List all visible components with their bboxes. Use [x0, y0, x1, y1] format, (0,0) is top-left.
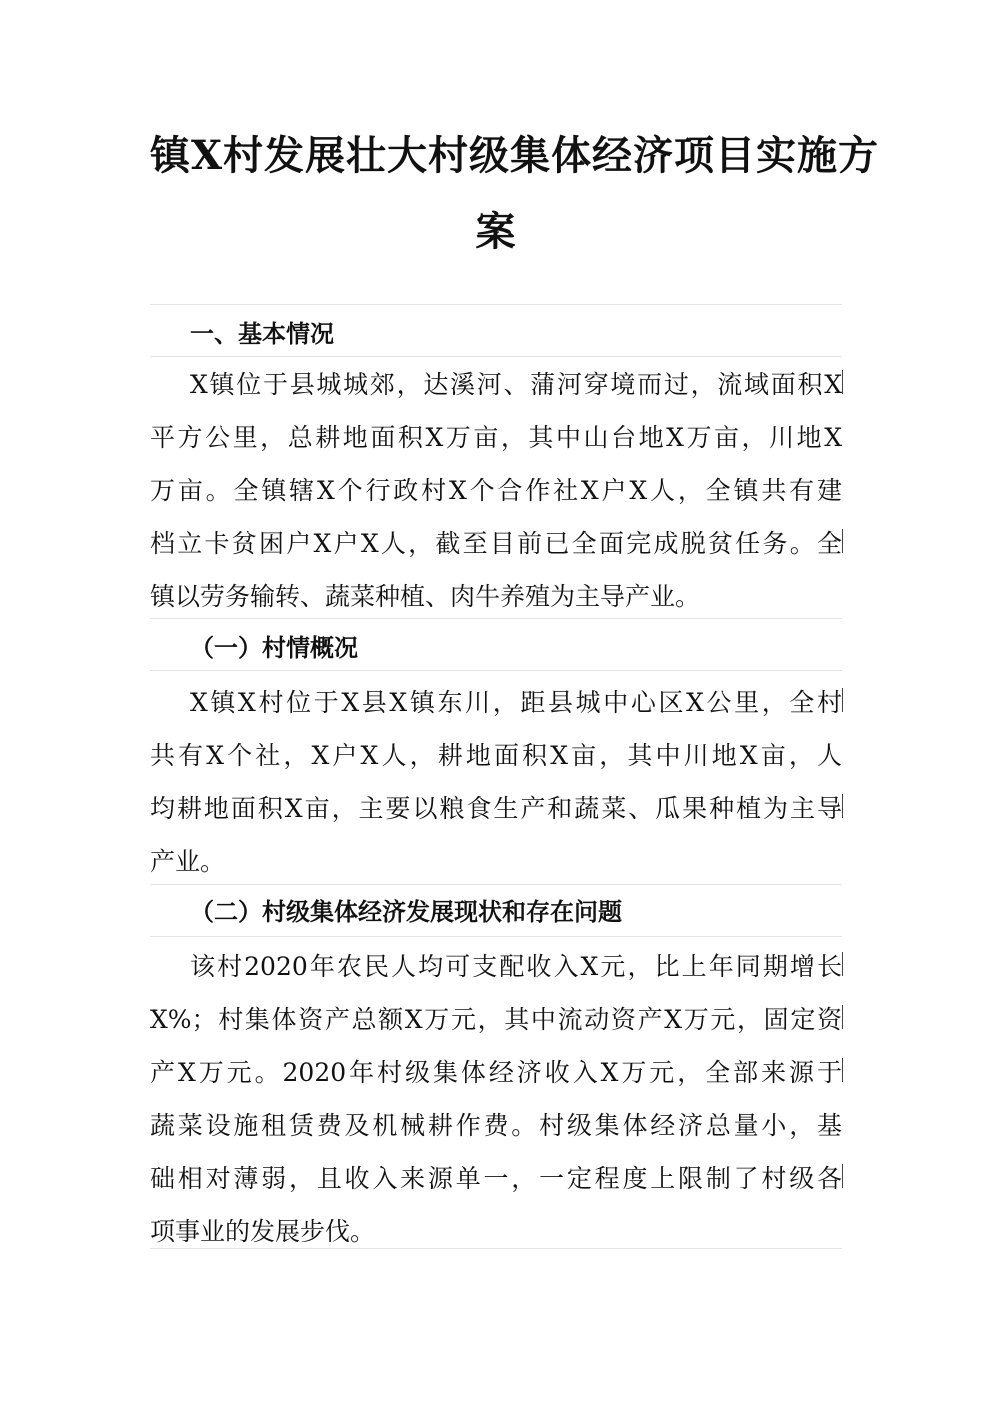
- paragraph-line: 万亩。全镇辖X个行政村X个合作社X户X人，全镇共有建: [150, 476, 842, 505]
- line-end-marker: [842, 529, 843, 553]
- paragraph-basic-info: [150, 358, 842, 623]
- divider: [150, 670, 842, 671]
- document-title-line-1: 镇X村发展壮大村级集体经济项目实施方: [150, 132, 880, 179]
- paragraph-line: X镇位于县城城郊，达溪河、蒲河穿境而过，流域面积X: [190, 370, 842, 399]
- paragraph-line: X镇X村位于X县X镇东川，距县城中心区X公里，全村: [190, 688, 842, 717]
- paragraph-line: 产业。: [150, 847, 226, 876]
- paragraph-line: 础相对薄弱，且收入来源单一，一定程度上限制了村级各: [150, 1164, 842, 1193]
- divider: [150, 936, 842, 937]
- line-end-marker: [842, 1164, 843, 1188]
- paragraph-line: 共有X个社，X户X人，耕地面积X亩，其中川地X亩，人: [150, 741, 842, 770]
- paragraph-line: 该村2020年农民人均可支配收入X元，比上年同期增长: [190, 952, 842, 981]
- divider: [150, 884, 842, 885]
- paragraph-line: 产X万元。2020年村级集体经济收入X万元，全部来源于: [150, 1058, 842, 1087]
- line-end-marker: [842, 1058, 843, 1082]
- divider: [150, 304, 842, 305]
- paragraph-line: X%；村集体资产总额X万元，其中流动资产X万元，固定资: [150, 1005, 842, 1034]
- paragraph-line: 平方公里，总耕地面积X万亩，其中山台地X万亩，川地X: [150, 423, 842, 452]
- paragraph-village-overview: [150, 676, 842, 888]
- subsection-heading-collective-economy: （二）村级集体经济发展现状和存在问题: [190, 897, 622, 926]
- document-title-line-2: 案: [475, 208, 517, 255]
- divider: [150, 1248, 842, 1249]
- section-heading-basic-info: 一、基本情况: [190, 319, 334, 348]
- paragraph-line: 档立卡贫困户X户X人，截至目前已全面完成脱贫任务。全: [150, 529, 842, 558]
- paragraph-line: 均耕地面积X亩，主要以粮食生产和蔬菜、瓜果种植为主导: [150, 794, 842, 823]
- paragraph-line: 蔬菜设施租赁费及机械耕作费。村级集体经济总量小，基: [150, 1111, 842, 1140]
- line-end-marker: [842, 952, 843, 976]
- line-end-marker: [842, 688, 843, 712]
- paragraph-line: 镇以劳务输转、蔬菜种植、肉牛养殖为主导产业。: [150, 582, 701, 611]
- line-end-marker: [842, 370, 843, 394]
- paragraph-line: 项事业的发展步伐。: [150, 1217, 376, 1246]
- divider: [150, 618, 842, 619]
- paragraph-collective-economy: [150, 940, 842, 1258]
- line-end-marker: [842, 1005, 843, 1029]
- line-end-marker: [842, 794, 843, 818]
- divider: [150, 356, 842, 357]
- subsection-heading-village-overview: （一）村情概况: [190, 633, 358, 662]
